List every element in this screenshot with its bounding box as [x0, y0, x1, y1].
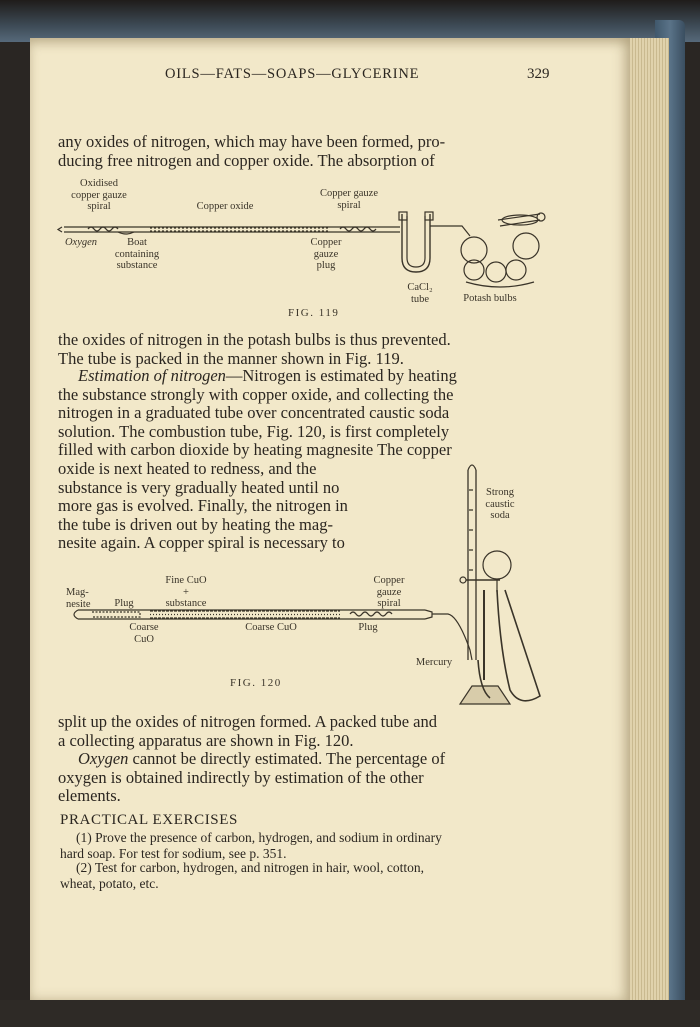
text-run: cannot be directly estimated. The percentage of — [128, 749, 446, 768]
label-line: + — [183, 586, 189, 598]
label-line: spiral — [87, 201, 111, 212]
label-line: Strong — [485, 487, 514, 498]
paragraph-4 — [58, 713, 552, 750]
label-line: substance — [116, 260, 158, 271]
label-line: Mag- — [66, 587, 89, 598]
text-line: more gas is evolved. Finally, the nitrogen in — [58, 496, 348, 516]
exercise-1 — [60, 830, 552, 861]
text-line: (2) Test for carbon, hydrogen, and nitrogen in hair, wool, cotton, — [76, 860, 425, 875]
text-line: the oxides of nitrogen in the potash bulbs is thus prevented. — [58, 330, 451, 349]
text-run: —Nitrogen is estimated by heating — [225, 366, 457, 385]
label-line: Oxidised — [80, 178, 118, 189]
label-line: gauze — [313, 248, 339, 260]
label-line: CuO — [134, 633, 154, 645]
label-line: Boat — [127, 237, 147, 248]
label-copper-oxide: Copper oxide — [196, 201, 254, 212]
label-line: CaCl₂ — [407, 282, 433, 293]
exercise-2 — [60, 860, 552, 891]
text-line: The tube is packed in the manner shown in Fig. 119. — [58, 348, 404, 368]
label-caustic-soda — [478, 487, 522, 522]
label-coarse-cuo-left — [118, 622, 170, 645]
text-line: elements. — [58, 786, 121, 806]
label-line: Copper gauze — [319, 188, 379, 199]
label-line: Copper — [373, 575, 405, 586]
label-line: substance — [165, 598, 207, 609]
text-line: the tube is driven out by heating the mag- — [58, 514, 333, 534]
label-fine-cuo — [152, 575, 220, 610]
label-copper-spiral — [360, 575, 418, 610]
label-line: nesite — [66, 598, 91, 610]
label-line: Coarse — [129, 622, 159, 633]
label-line: spiral — [337, 199, 361, 211]
text-line: any oxides of nitrogen, which may have been formed, pro- — [58, 132, 446, 151]
label-plug-left: Plug — [114, 598, 134, 609]
label-mercury: Mercury — [415, 657, 453, 668]
page-number: 329 — [527, 66, 550, 82]
label-line: Copper — [310, 237, 342, 248]
label-potash-bulbs: Potash bulbs — [463, 293, 517, 304]
label-line: caustic — [485, 498, 515, 510]
text-line: a collecting apparatus are shown in Fig. 120. — [58, 730, 354, 750]
text-line: wheat, potato, etc. — [60, 875, 159, 891]
text-line: substance is very gradually heated until no — [58, 477, 340, 497]
label-plug-right: Plug — [358, 622, 378, 633]
exercises-heading: PRACTICAL EXERCISES — [60, 812, 238, 828]
label-line: soda — [490, 510, 510, 521]
label-line: copper gauze — [71, 189, 127, 201]
label-line: spiral — [377, 598, 401, 609]
text-line: nitrogen in a graduated tube over concentrated caustic soda — [58, 403, 450, 423]
paragraph-5 — [58, 750, 552, 806]
text-line: ducing free nitrogen and copper oxide. The absorption of — [58, 150, 435, 170]
label-line: containing — [114, 248, 160, 260]
text-line: oxide is next heated to redness, and the — [58, 458, 317, 478]
label-coarse-cuo-mid: Coarse CuO — [245, 622, 297, 633]
text-line: solution. The combustion tube, Fig. 120, is first completely — [58, 421, 450, 441]
text-line: oxygen is obtained indirectly by estimation of the other — [58, 767, 424, 787]
label-line: tube — [410, 293, 430, 305]
text-line: (1) Prove the presence of carbon, hydrogen, and sodium in ordinary — [76, 830, 442, 845]
text-line: the substance strongly with copper oxide, and collecting the — [58, 384, 454, 404]
text-line: hard soap. For test for sodium, see p. 351. — [60, 845, 287, 861]
label-line: gauze — [376, 586, 402, 598]
text-line: filled with carbon dioxide by heating magnesite The copper — [58, 440, 452, 460]
text-line: split up the oxides of nitrogen formed. A packed tube and — [58, 712, 437, 731]
text-line: nesite again. A copper spiral is necessary to — [58, 533, 345, 553]
figure-120-caption: FIG. 120 — [230, 677, 282, 689]
label-line: plug — [316, 260, 336, 271]
label-line: Fine CuO — [165, 575, 207, 586]
label-magnesite — [66, 587, 102, 610]
figure-119-caption: FIG. 119 — [288, 307, 340, 319]
running-head: OILS—FATS—SOAPS—GLYCERINE — [165, 66, 420, 82]
label-oxygen: Oxygen — [64, 237, 98, 248]
italic-heading: Estimation of nitrogen — [78, 366, 226, 385]
italic-heading: Oxygen — [78, 749, 129, 768]
text-line — [58, 750, 552, 769]
